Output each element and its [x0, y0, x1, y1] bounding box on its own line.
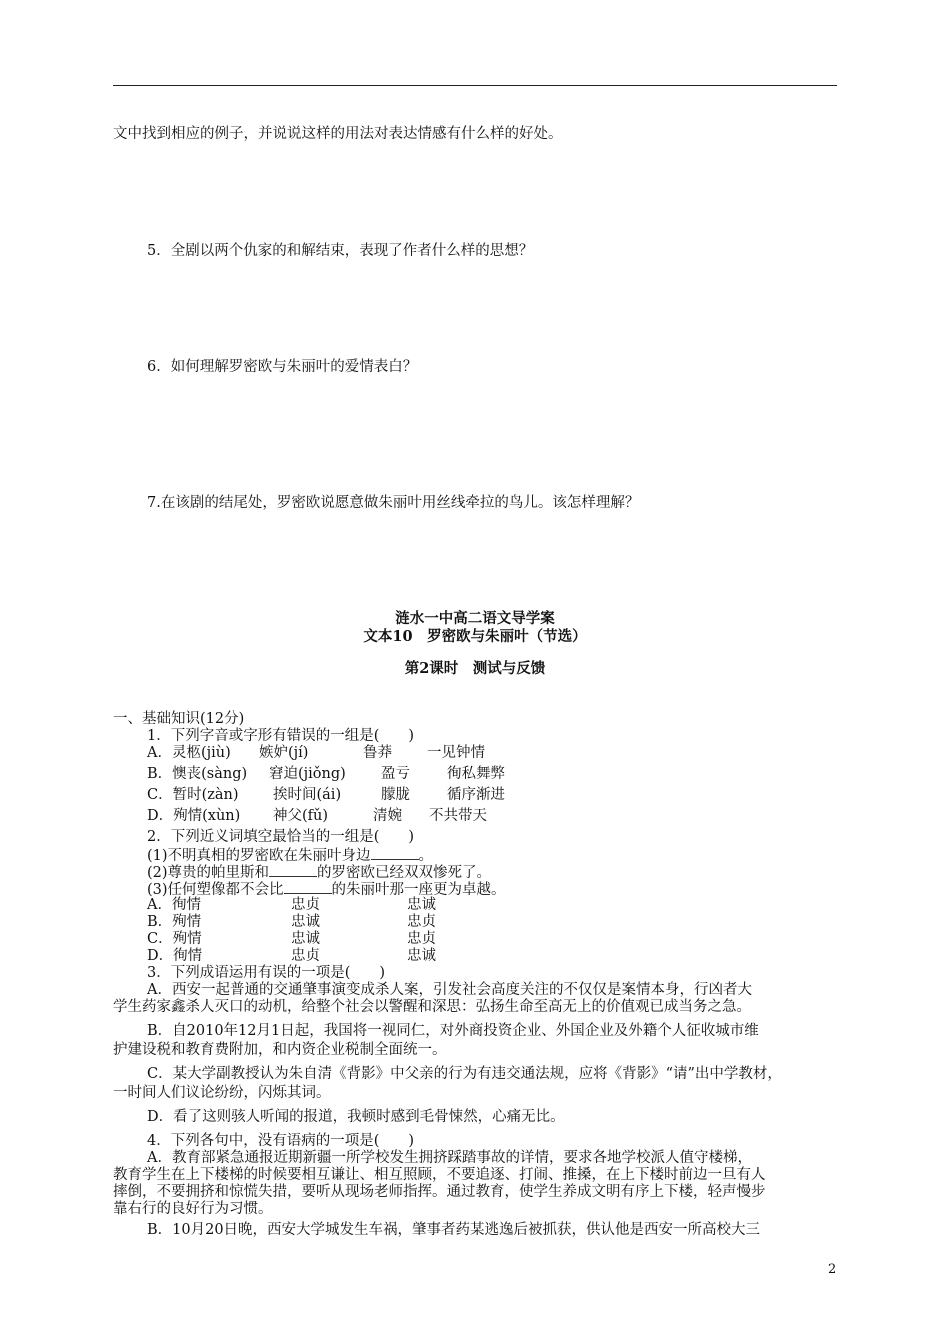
q2-blank-1 [371, 845, 419, 860]
q1-c-w3: 朦胧 [381, 787, 410, 803]
q2-a-w1: A．徇情 [147, 897, 201, 913]
q2-stem: 2．下列近义词填空最恰当的一组是( ) [147, 829, 415, 845]
q3-option-a-line2: 学生药家鑫杀人灭口的动机，给整个社会以警醒和深思：弘扬生命至高无上的价值观已成当务之急。 [113, 999, 751, 1015]
q2-option-a [147, 896, 436, 914]
school-title: 涟水一中高二语文导学案 [395, 610, 555, 627]
q3-option-c-line1: C．某大学副教授认为朱自清《背影》中父亲的行为有违交通法规，应将《背影》“请”出中学教材， [147, 1066, 782, 1082]
q1-d-w3: 清婉 [373, 808, 402, 824]
q1-stem: 1．下列字音或字形有错误的一组是( ) [147, 728, 415, 744]
q4-option-a-line3: 摔倒，不要拥挤和惊慌失措，要听从现场老师指挥。通过教育，使学生养成文明有序上下楼，轻声慢步 [113, 1184, 766, 1200]
q2-b-w3: 忠贞 [407, 914, 436, 930]
q2-c-w1: C．殉情 [147, 931, 202, 947]
q2-b-w2: 忠诚 [291, 914, 320, 930]
q2-option-d [147, 947, 436, 965]
q2-option-c [147, 930, 436, 948]
question-5: 5．全剧以两个仇家的和解结束，表现了作者什么样的思想？ [147, 243, 534, 259]
q1-b-w4: 徇私舞弊 [447, 766, 505, 782]
text-title: 文本10 罗密欧与朱丽叶（节选） [363, 628, 587, 645]
continuation-text: 文中找到相应的例子，并说说这样的用法对表达情感有什么样的好处。 [113, 126, 563, 142]
q1-d-w2: 神父(fǔ) [273, 808, 329, 824]
q3-option-b-line1: B．自2010年12月1日起，我国将一视同仁，对外商投资企业、外国企业及外籍个人征收城市维 [147, 1023, 759, 1039]
q1-c-w2: 挨时间(ái) [273, 787, 342, 803]
q1-b-w1: B．懊丧(sàng) [147, 766, 248, 782]
q1-b-w2: 窘迫(jiǒng) [269, 766, 346, 782]
q4-option-b-line1: B．10月20日晚，西安大学城发生车祸，肇事者药某逃逸后被抓获，供认他是西安一所高校大三 [147, 1222, 761, 1238]
q2-option-b [147, 913, 436, 931]
q3-option-c-line2: 一时间人们议论纷纷，闪烁其词。 [113, 1085, 331, 1101]
q4-option-a-line2: 教育学生在上下楼梯的时候要相互谦让、相互照顾，不要追逐、打闹、推搡，在上下楼时前边一旦有人 [113, 1167, 766, 1183]
q2-s2-pre: (2)尊贵的帕里斯和 [147, 865, 270, 881]
q3-option-b-line2: 护建设税和教育费附加，和内资企业税制全面统一。 [113, 1042, 447, 1058]
question-7: 7.在该剧的结尾处，罗密欧说愿意做朱丽叶用丝线牵拉的鸟儿。该怎样理解？ [147, 495, 640, 511]
q3-option-d: D．看了这则骇人听闻的报道，我顿时感到毛骨悚然，心痛无比。 [147, 1109, 565, 1125]
lesson-title: 第2课时 测试与反馈 [404, 660, 546, 677]
q1-c-w4: 循序渐进 [447, 787, 505, 803]
q2-s3-pre: (3)任何塑像都不会比 [147, 882, 284, 898]
q2-d-w2: 忠贞 [291, 948, 320, 964]
q1-a-w4: 一见钟情 [427, 745, 485, 761]
q4-stem: 4．下列各句中，没有语病的一项是( ) [147, 1133, 415, 1149]
q1-option-b [147, 765, 505, 783]
q4-option-a-line4: 靠右行的良好行为习惯。 [113, 1201, 273, 1217]
page-number: 2 [828, 1262, 837, 1277]
q3-stem: 3．下列成语运用有误的一项是( ) [147, 965, 386, 981]
q2-blank-3 [284, 879, 332, 894]
q2-a-w3: 忠诚 [407, 897, 436, 913]
q1-d-w4: 不共带天 [429, 808, 487, 824]
q2-s1-pre: (1)不明真相的罗密欧在朱丽叶身边 [147, 848, 371, 864]
q2-a-w2: 忠贞 [291, 897, 320, 913]
q2-b-w1: B．殉情 [147, 914, 202, 930]
q2-s3-post: 的朱丽叶那一座更为卓越。 [331, 882, 506, 898]
q2-s1-post: 。 [418, 848, 434, 864]
q4-option-a-line1: A．教育部紧急通报近期新疆一所学校发生拥挤踩踏事故的详情，要求各地学校派人值守楼梯， [147, 1150, 752, 1166]
q2-s2-post: 的罗密欧已经双双惨死了。 [317, 865, 492, 881]
section-heading: 一、基础知识(12分) [113, 711, 245, 727]
q2-d-w1: D．徇情 [147, 948, 203, 964]
q1-d-w1: D．殉情(xùn) [147, 808, 241, 824]
q3-option-a-line1: A．西安一起普通的交通肇事演变成杀人案，引发社会高度关注的不仅仅是案情本身，行凶者大 [147, 982, 752, 998]
q1-option-c [147, 786, 505, 804]
q2-blank-2 [269, 862, 317, 877]
q2-c-w3: 忠贞 [407, 931, 436, 947]
q1-c-w1: C．暂时(zàn) [147, 787, 239, 803]
q1-a-w1: A．灵柩(jiù) [147, 745, 231, 761]
header-rule [113, 85, 837, 86]
q1-option-a [147, 744, 485, 762]
q2-c-w2: 忠诚 [291, 931, 320, 947]
q1-a-w3: 鲁莽 [363, 745, 392, 761]
q1-b-w3: 盈亏 [381, 766, 410, 782]
q1-option-d [147, 807, 487, 825]
q1-a-w2: 嫉妒(jí) [259, 745, 309, 761]
question-6: 6．如何理解罗密欧与朱丽叶的爱情表白？ [147, 359, 418, 375]
q2-d-w3: 忠诚 [407, 948, 436, 964]
